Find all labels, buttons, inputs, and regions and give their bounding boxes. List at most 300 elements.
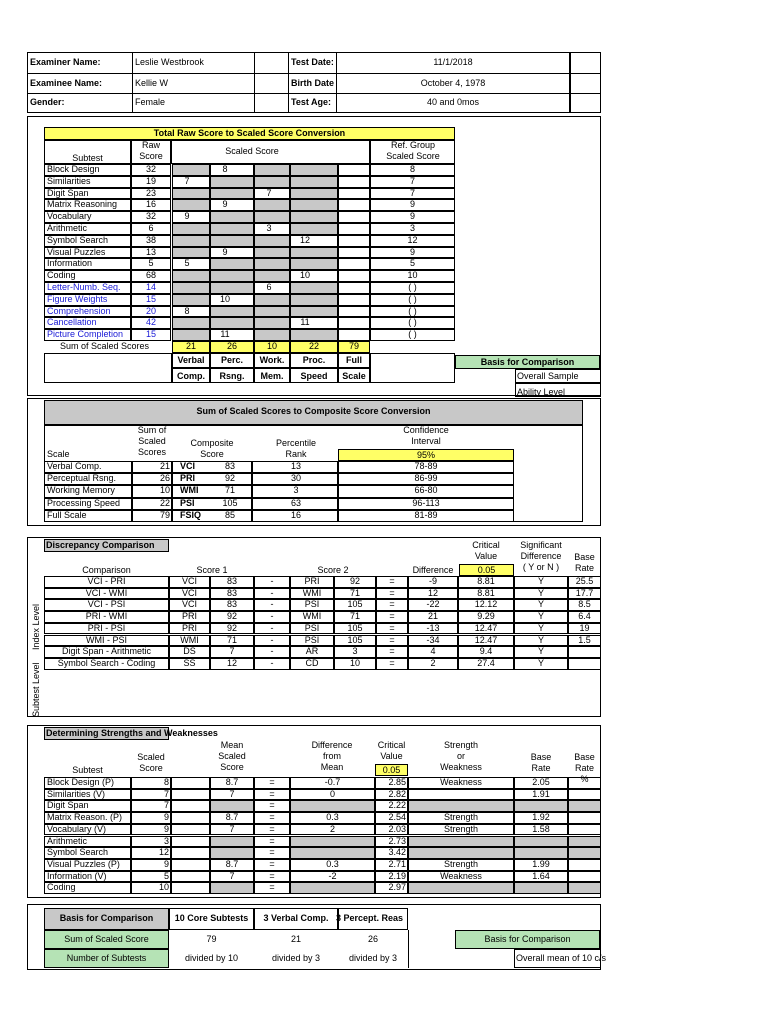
sw-score[interactable]: 7: [163, 800, 169, 811]
index-label-a: Full: [346, 354, 362, 365]
basis-col2: 3 Verbal Comp.: [263, 913, 329, 923]
refgroup-header-cell: [370, 140, 455, 164]
discrepancy-score1-label: WMI: [180, 634, 199, 645]
sw-critical: 2.19: [388, 870, 406, 881]
header-colline: [254, 52, 255, 113]
discrepancy-cell: [568, 646, 601, 658]
discrepancy-significant[interactable]: Y: [537, 657, 544, 668]
composite-ci[interactable]: 96-113: [412, 497, 440, 508]
sw-critical: 3.42: [388, 847, 406, 858]
scaled-score-pri[interactable]: 9: [222, 246, 228, 257]
discrepancy-score2-label: CD: [305, 657, 319, 668]
sw-equals: =: [269, 777, 275, 787]
raw-score[interactable]: 5: [148, 258, 154, 269]
raw-score[interactable]: 15: [145, 329, 156, 340]
refgroup-col-header: Ref. Group Scaled Score: [386, 140, 440, 161]
scaled-psi-cell: [290, 247, 338, 259]
subtest-name: Block Design: [47, 164, 100, 174]
discrepancy-score1-value[interactable]: 12: [226, 657, 237, 668]
subtest-name: Picture Completion: [47, 329, 124, 340]
discrepancy-score2-label: PSI: [304, 599, 320, 610]
sw-critical: 2.97: [388, 882, 406, 893]
raw-score[interactable]: 20: [145, 305, 156, 316]
sw-blank-cell: [171, 871, 210, 883]
sw-equals: =: [269, 858, 275, 869]
sw-equals: =: [269, 800, 275, 811]
sw-score[interactable]: 12: [158, 847, 169, 858]
discrepancy-significant[interactable]: Y: [537, 622, 544, 633]
full-scale-cell: [338, 294, 370, 306]
composite-percentile[interactable]: 30: [290, 473, 301, 484]
full-scale-cell: [338, 164, 370, 176]
sw-subtest: Block Design (P): [47, 777, 115, 787]
scaled-pri-cell: [210, 211, 254, 223]
sw-critical: 2.82: [388, 788, 406, 799]
gender-label: Gender:: [30, 97, 65, 107]
discrepancy-score2-value[interactable]: 105: [347, 622, 363, 633]
strengths-title: Determining Strengths and Weaknesses: [46, 728, 218, 738]
discrepancy-dash: -: [270, 576, 274, 586]
basis-count-label: Number of Subtests: [66, 953, 147, 963]
composite-abbr: VCI: [180, 461, 196, 471]
header-rowline: [27, 73, 601, 74]
discrepancy-score1-label: PRI: [181, 611, 197, 622]
sw-diff-cell: [290, 800, 375, 812]
full-scale-cell: [338, 211, 370, 223]
scaled-wmi-cell: [254, 247, 290, 259]
sum-value: 26: [226, 341, 237, 351]
sw-strength-cell: [408, 836, 514, 848]
scaled-score-pri[interactable]: 11: [220, 329, 230, 340]
discrepancy-score1-value[interactable]: 7: [229, 646, 235, 657]
difference-col-header: Difference: [412, 565, 454, 575]
discrepancy-dash: -: [270, 611, 274, 622]
scaled-score-psi[interactable]: 12: [299, 234, 310, 245]
sw-critical: 2.54: [388, 812, 406, 823]
discrepancy-difference: 4: [430, 646, 436, 657]
scaled-pri-cell: [210, 270, 254, 282]
sw-subtest: Digit Span: [47, 800, 89, 811]
discrepancy-comparison: VCI - PRI: [87, 576, 126, 586]
sw-strength-weakness[interactable]: Strength: [443, 812, 479, 823]
composite-scale: Working Memory: [47, 485, 115, 496]
refgroup-score: ( ): [408, 282, 417, 292]
full-scale-cell: [338, 199, 370, 211]
basis-sum-10: 79: [206, 934, 217, 944]
composite-score[interactable]: 85: [224, 509, 235, 520]
refgroup-score: 9: [409, 211, 415, 222]
full-scale-cell: [338, 306, 370, 318]
sw-strength-col-header: Strength or Weakness: [440, 740, 482, 772]
discrepancy-dash: -: [270, 634, 274, 645]
composite-percentile[interactable]: 13: [290, 461, 301, 471]
subtest-name: Information: [47, 258, 93, 269]
scaled-score-pri[interactable]: 9: [222, 199, 228, 210]
index-label-b: Mem.: [260, 370, 284, 381]
basis-sum-vc: 21: [290, 934, 301, 944]
header-colline: [336, 52, 337, 113]
scaled-header-cell: [171, 140, 370, 164]
refgroup-score: ( ): [408, 317, 417, 328]
sw-strength-weakness[interactable]: Weakness: [440, 870, 482, 881]
sw-score[interactable]: 9: [163, 812, 169, 823]
discrepancy-critical: 27.4: [477, 657, 495, 668]
sw-blank-cell: [171, 824, 210, 836]
scaled-vci-cell: [172, 223, 210, 235]
examinee-name-label: Examinee Name:: [30, 78, 103, 88]
discrepancy-dash: -: [270, 622, 274, 633]
raw-score[interactable]: 32: [145, 211, 156, 222]
sw-baserate: 2.05: [532, 777, 550, 787]
scaled-wmi-cell: [254, 317, 290, 329]
full-scale-cell: [338, 329, 370, 341]
sw-diff-col-header: Difference from Mean: [311, 740, 353, 772]
scaled-vci-cell: [172, 282, 210, 294]
refgroup-score: ( ): [408, 329, 417, 340]
discrepancy-difference: -34: [426, 634, 440, 645]
composite-scale: Perceptual Rsng.: [47, 473, 117, 484]
sw-strength-weakness[interactable]: Weakness: [440, 777, 482, 787]
discrepancy-significant[interactable]: Y: [537, 611, 544, 622]
refgroup-score: 3: [409, 223, 415, 233]
scaled-score-wmi[interactable]: 6: [266, 282, 272, 292]
sum-value: 79: [348, 341, 359, 351]
sw-mean-cell: [210, 847, 254, 859]
discrepancy-equals: =: [389, 646, 395, 657]
discrepancy-difference: 21: [427, 611, 438, 622]
composite-score[interactable]: 105: [222, 497, 238, 508]
discrepancy-score2-value[interactable]: 105: [347, 599, 363, 610]
sw-equals: =: [269, 788, 275, 799]
scaled-wmi-cell: [254, 329, 290, 341]
subtest-name: Figure Weights: [47, 293, 108, 304]
sw-blank-cell: [171, 859, 210, 871]
sw-baserate-pct-cell: [568, 836, 601, 848]
scaled-psi-cell: [290, 306, 338, 318]
composite-percentile[interactable]: 63: [290, 497, 301, 508]
composite-col-header: Composite Score: [190, 438, 234, 459]
scaled-pri-cell: [210, 223, 254, 235]
raw-score[interactable]: 6: [148, 223, 154, 233]
refgroup-score: ( ): [408, 293, 417, 304]
index-label-a: Work.: [259, 354, 285, 365]
basis-right-value[interactable]: Overall mean of 10 c/s: [516, 953, 607, 963]
scaled-vci-cell: [172, 329, 210, 341]
sw-mean: 7: [229, 870, 235, 881]
scaled-score-pri[interactable]: 10: [219, 293, 230, 304]
discrepancy-score2-value[interactable]: 71: [349, 587, 360, 598]
discrepancy-critical: 8.81: [477, 587, 495, 598]
subtest-name: Digit Span: [47, 187, 89, 198]
baserate-col-header: Base Rate: [574, 552, 595, 573]
raw-score[interactable]: 38: [145, 234, 156, 245]
discrepancy-score1-value[interactable]: 71: [226, 634, 237, 645]
discrepancy-comparison: WMI - PSI: [86, 634, 127, 645]
composite-abbr: PRI: [180, 473, 196, 484]
discrepancy-baserate: 19: [579, 622, 590, 633]
sw-subtest: Similarities (V): [47, 788, 106, 799]
scaled-wmi-cell: [254, 199, 290, 211]
sw-baserate: 1.99: [532, 858, 550, 869]
discrepancy-critical: 12.47: [474, 634, 498, 645]
discrepancy-comparison: Digit Span - Arithmetic: [61, 646, 152, 657]
basis-overall-sample[interactable]: Overall Sample: [517, 371, 579, 381]
discrepancy-score2-value[interactable]: 10: [349, 657, 360, 668]
sw-blank-cell: [171, 800, 210, 812]
birth-date-label: Birth Date: [291, 78, 335, 88]
discrepancy-difference: -13: [426, 622, 440, 633]
full-scale-cell: [338, 235, 370, 247]
scaled-score-wmi[interactable]: 7: [266, 187, 272, 198]
discrepancy-baserate: 17.7: [575, 587, 594, 598]
scaled-score-wmi[interactable]: 3: [266, 223, 272, 233]
scaled-wmi-cell: [254, 235, 290, 247]
sw-subtest-col-header: Subtest: [72, 765, 103, 775]
sw-baserate-cell: [514, 847, 568, 859]
scaled-vci-cell: [172, 235, 210, 247]
sw-critical: 2.73: [388, 835, 406, 846]
discrepancy-dash: -: [270, 587, 274, 598]
sw-blank-cell: [171, 882, 210, 894]
scaled-wmi-cell: [254, 176, 290, 188]
test-date-label: Test Date:: [291, 57, 334, 67]
discrepancy-score2-label: WMI: [302, 611, 322, 622]
subtest-name: Letter-Numb. Seq.: [47, 282, 121, 292]
discrepancy-score1-value[interactable]: 92: [226, 611, 237, 622]
sw-score[interactable]: 10: [158, 882, 169, 893]
sum-value: 21: [185, 341, 196, 351]
sw-diff-cell: [290, 847, 375, 859]
scaled-wmi-cell: [254, 258, 290, 270]
discrepancy-dash: -: [270, 646, 274, 657]
sw-strength-weakness[interactable]: Strength: [443, 823, 479, 834]
sw-equals: =: [269, 847, 275, 858]
raw-score[interactable]: 68: [145, 270, 156, 281]
raw-score[interactable]: 32: [145, 164, 156, 174]
sw-critical: 2.03: [388, 823, 406, 834]
sw-subtest: Vocabulary (V): [47, 823, 107, 834]
composite-percentile[interactable]: 3: [293, 485, 299, 496]
discrepancy-score2-value[interactable]: 71: [349, 611, 360, 622]
discrepancy-score2-value[interactable]: 92: [349, 576, 360, 586]
discrepancy-score2-label: PSI: [304, 622, 320, 633]
sw-baserate-pct-cell: [568, 859, 601, 871]
raw-score[interactable]: 23: [145, 187, 156, 198]
sw-equals: =: [269, 835, 275, 846]
composite-ci[interactable]: 78-89: [414, 461, 438, 471]
gender-value[interactable]: Female: [135, 97, 166, 107]
sw-blank-cell: [171, 847, 210, 859]
composite-sum: 21: [159, 461, 170, 471]
sw-score[interactable]: 9: [163, 823, 169, 834]
sw-equals: =: [269, 823, 275, 834]
sw-baserate-pct-cell: [568, 882, 601, 894]
sw-strength-cell: [408, 800, 514, 812]
scaled-pri-cell: [210, 317, 254, 329]
header-extra-cell: [570, 52, 601, 113]
discrepancy-score1-value[interactable]: 83: [226, 599, 237, 610]
sw-strength-weakness[interactable]: Strength: [443, 858, 479, 869]
scaled-vci-cell: [172, 188, 210, 200]
basis-right-label: Basis for Comparison: [484, 934, 571, 944]
test-date-value[interactable]: 11/1/2018: [433, 57, 473, 67]
basis-title: Basis for Comparison: [59, 913, 154, 923]
full-scale-cell: [338, 317, 370, 329]
discrepancy-baserate: 25.5: [575, 576, 594, 586]
discrepancy-comparison: PRI - WMI: [85, 611, 128, 622]
discrepancy-significant[interactable]: Y: [537, 646, 544, 657]
sum-col-header: Sum of Scaled Scores: [137, 425, 167, 457]
sw-diff-cell: [290, 836, 375, 848]
sw-strength-cell: [408, 882, 514, 894]
scaled-pri-cell: [210, 176, 254, 188]
examiner-name-value[interactable]: Leslie Westbrook: [135, 57, 204, 67]
index-label-b: Comp.: [177, 370, 205, 381]
scaled-score-vci[interactable]: 8: [184, 305, 190, 316]
scaled-psi-cell: [290, 329, 338, 341]
scaled-vci-cell: [172, 270, 210, 282]
sw-baserate-pct-cell: [568, 824, 601, 836]
discrepancy-significant[interactable]: Y: [537, 599, 544, 610]
sw-baserate-col-header: Base Rate: [530, 752, 552, 773]
scaled-vci-cell: [172, 199, 210, 211]
raw-header-cell: [131, 140, 171, 164]
examinee-name-value[interactable]: Kellie W: [135, 78, 169, 88]
sw-critical-col-header: Critical Value: [377, 740, 406, 761]
header-colline: [288, 52, 289, 113]
discrepancy-dash: -: [270, 599, 274, 610]
discrepancy-critical: 9.29: [477, 611, 495, 622]
scaled-pri-cell: [210, 282, 254, 294]
discrepancy-baserate: 6.4: [578, 611, 591, 622]
sw-score[interactable]: 7: [163, 788, 169, 799]
basis-count-pr: divided by 3: [348, 953, 398, 963]
discrepancy-significant[interactable]: Y: [537, 576, 544, 586]
composite-abbr: FSIQ: [180, 509, 202, 520]
raw-score[interactable]: 14: [145, 282, 156, 292]
discrepancy-score2-value[interactable]: 3: [352, 646, 358, 657]
scaled-score-vci[interactable]: 7: [184, 175, 190, 186]
discrepancy-score2-label: WMI: [302, 587, 322, 598]
scaled-vci-cell: [172, 247, 210, 259]
discrepancy-score1-value[interactable]: 92: [226, 622, 237, 633]
discrepancy-equals: =: [389, 587, 395, 598]
sw-critical: 2.85: [388, 777, 406, 787]
scaled-wmi-cell: [254, 270, 290, 282]
composite-ci[interactable]: 86-99: [414, 473, 438, 484]
sum-value: 22: [308, 341, 319, 351]
scaled-score-psi[interactable]: 10: [299, 270, 310, 281]
sw-blank-cell: [171, 836, 210, 848]
basis-col1: 10 Core Subtests: [174, 913, 249, 923]
sw-baserate: 1.92: [532, 812, 550, 823]
discrepancy-difference: -22: [426, 599, 440, 610]
index-label-b: Speed: [300, 370, 328, 381]
header-colline: [132, 52, 133, 113]
scaled-psi-cell: [290, 164, 338, 176]
conversion-title: Total Raw Score to Scaled Score Conversion: [153, 128, 346, 138]
refgroup-score: 8: [409, 164, 415, 174]
sw-baserate-pct-cell: [568, 789, 601, 801]
discrepancy-score1-label: VCI: [181, 599, 197, 610]
scaled-psi-cell: [290, 176, 338, 188]
scaled-score-pri[interactable]: 8: [222, 164, 228, 174]
discrepancy-score1-value[interactable]: 83: [226, 587, 237, 598]
sw-subtest: Visual Puzzles (P): [47, 858, 120, 869]
scaled-psi-cell: [290, 258, 338, 270]
index-label-b: Rsng.: [219, 370, 245, 381]
raw-score[interactable]: 16: [145, 199, 156, 210]
discrepancy-equals: =: [389, 611, 395, 622]
composite-ci[interactable]: 66-80: [414, 485, 438, 496]
sw-strength-cell: [408, 789, 514, 801]
discrepancy-score2-value[interactable]: 105: [347, 634, 363, 645]
sw-blank-cell: [171, 812, 210, 824]
discrepancy-comparison: VCI - PSI: [87, 599, 126, 610]
sw-score[interactable]: 5: [163, 870, 169, 881]
composite-percentile[interactable]: 16: [290, 509, 301, 520]
sw-equals: =: [269, 812, 275, 823]
discrepancy-score1-value[interactable]: 83: [226, 576, 237, 586]
discrepancy-significant[interactable]: Y: [537, 634, 544, 645]
index-level-label: Index Level: [31, 603, 41, 650]
raw-score[interactable]: 42: [145, 317, 156, 328]
composite-score[interactable]: 71: [224, 485, 235, 496]
score1-col-header: Score 1: [196, 565, 228, 575]
full-scale-cell: [338, 188, 370, 200]
composite-abbr: PSI: [180, 497, 195, 508]
sw-score[interactable]: 9: [163, 858, 169, 869]
refgroup-score: 9: [409, 246, 415, 257]
composite-sum: 10: [159, 485, 170, 496]
scaled-vci-cell: [172, 317, 210, 329]
raw-score[interactable]: 19: [145, 175, 156, 186]
composite-ci[interactable]: 81-89: [414, 509, 438, 520]
scaled-pri-cell: [210, 188, 254, 200]
subtest-name: Vocabulary: [47, 211, 92, 222]
discrepancy-critical: 12.47: [474, 622, 498, 633]
composite-score[interactable]: 92: [224, 473, 235, 484]
raw-score[interactable]: 15: [145, 293, 156, 304]
scaled-score-vci[interactable]: 9: [184, 211, 190, 222]
sw-score[interactable]: 8: [163, 777, 169, 787]
scaled-pri-cell: [210, 306, 254, 318]
composite-score[interactable]: 83: [224, 461, 235, 471]
subtest-level-label: Subtest Level: [31, 662, 41, 717]
birth-date-value[interactable]: October 4, 1978: [420, 78, 486, 88]
basis-sum-pr: 26: [367, 934, 378, 944]
test-age-value[interactable]: 40 and 0mos: [426, 97, 480, 107]
sw-strength-cell: [408, 847, 514, 859]
sw-subtest: Arithmetic: [47, 835, 88, 846]
sw-mean: 7: [229, 823, 235, 834]
raw-score[interactable]: 13: [145, 246, 156, 257]
critical-col-header: Critical Value: [472, 540, 500, 561]
scaled-score-psi[interactable]: 11: [300, 317, 310, 328]
scaled-wmi-cell: [254, 164, 290, 176]
sw-mean-col-header: Mean Scaled Score: [218, 740, 246, 772]
scaled-score-vci[interactable]: 5: [184, 258, 190, 269]
scaled-vci-cell: [172, 294, 210, 306]
discrepancy-significant[interactable]: Y: [537, 587, 544, 598]
index-label-a: Perc.: [220, 354, 244, 365]
sw-subtest: Coding: [47, 882, 76, 893]
composite-sum: 26: [159, 473, 170, 484]
sw-mean-cell: [210, 882, 254, 894]
basis-ability-level[interactable]: Ability Level: [517, 387, 566, 397]
sw-baserate-pct-col-header: Base Rate %: [574, 752, 595, 784]
sw-score[interactable]: 3: [163, 835, 169, 846]
